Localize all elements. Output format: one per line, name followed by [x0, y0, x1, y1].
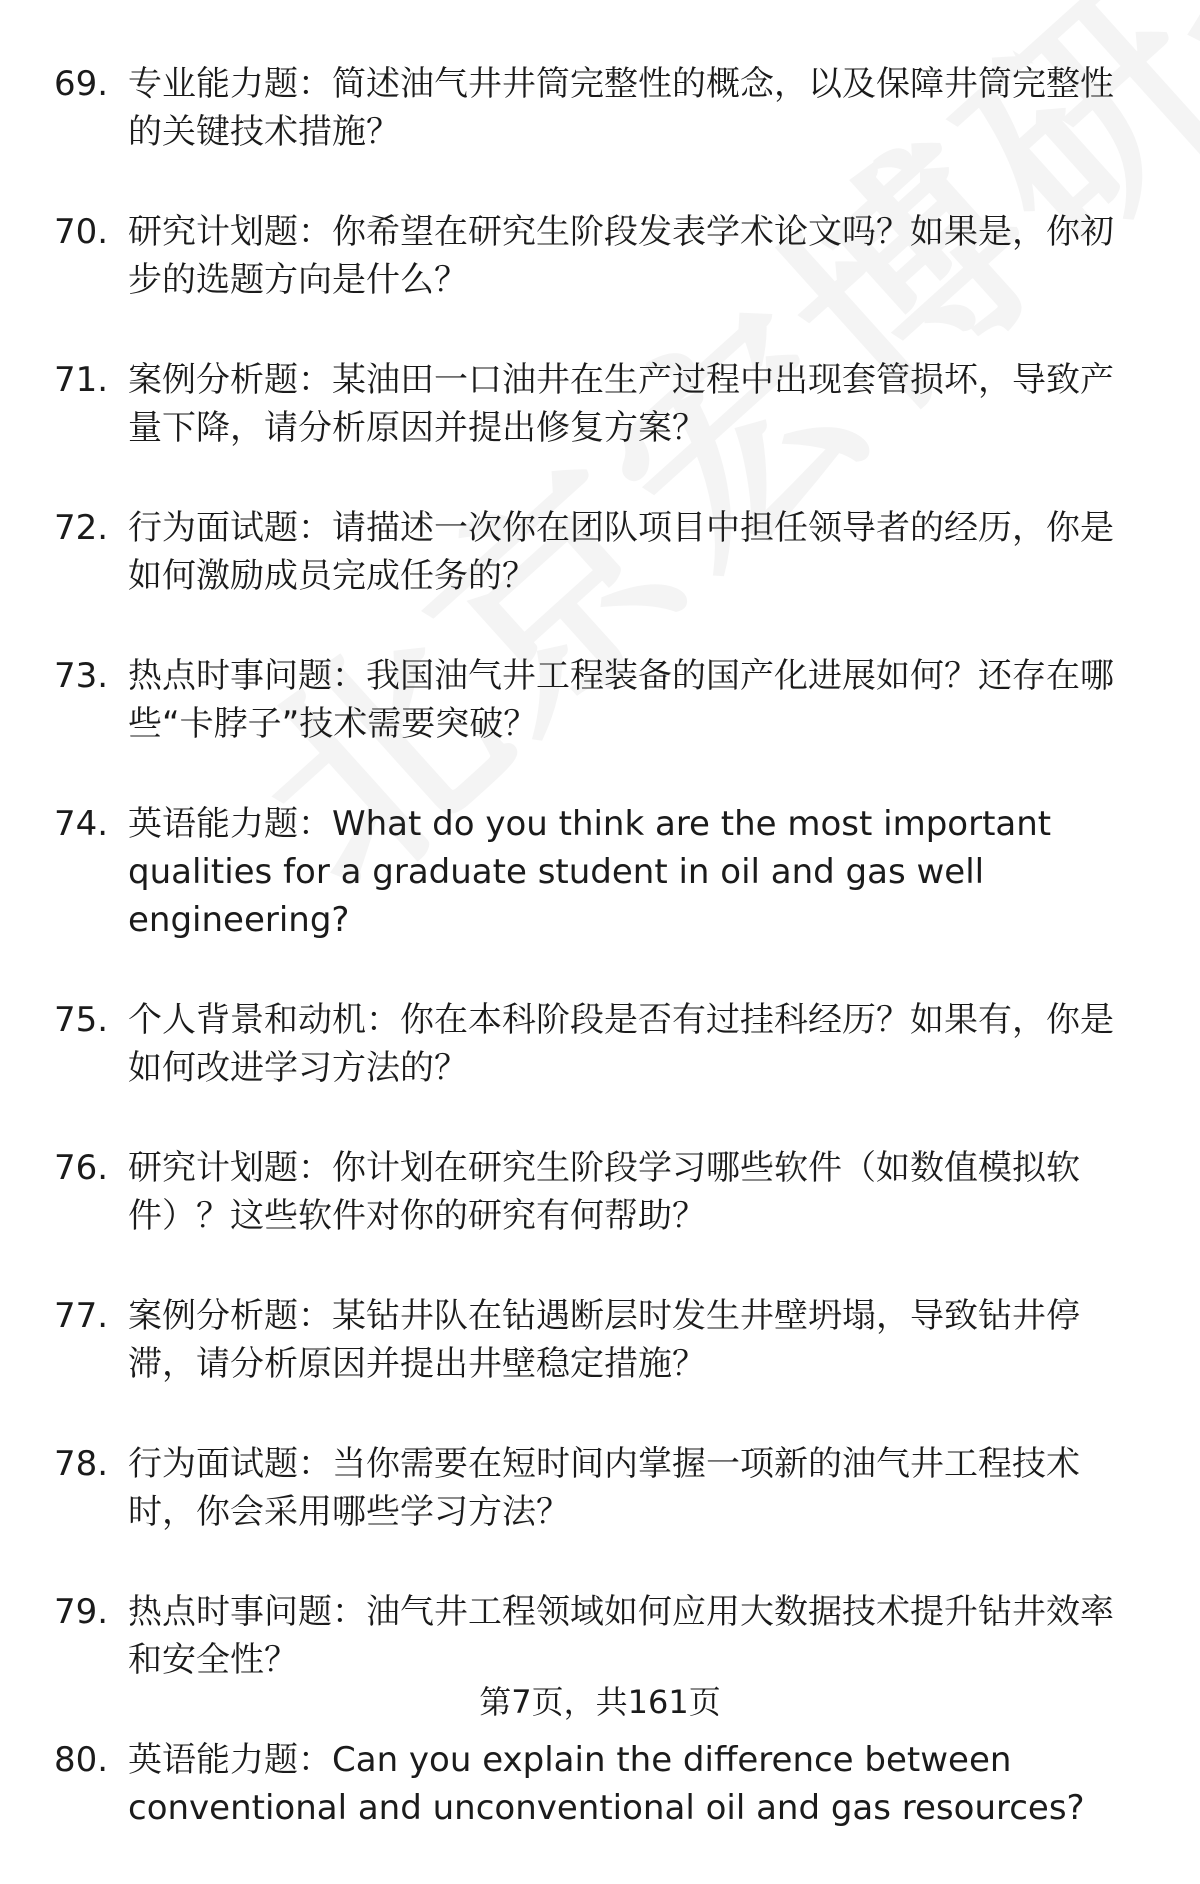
question-text: 英语能力题：What do you think are the most important qualities for a graduate student in oil and gas well engineering?	[128, 804, 1052, 940]
question-number: 73.	[54, 656, 109, 696]
question-number: 75.	[54, 1000, 109, 1040]
question-text: 研究计划题：你计划在研究生阶段学习哪些软件（如数值模拟软件）？这些软件对你的研究有何帮助？	[128, 1148, 1080, 1236]
question-text: 案例分析题：某油田一口油井在生产过程中出现套管损坏，导致产量下降，请分析原因并提出修复方案？	[128, 360, 1114, 448]
question-item	[0, 652, 1200, 748]
question-item	[0, 1440, 1200, 1536]
question-number: 69.	[54, 64, 109, 104]
question-number: 72.	[54, 508, 109, 548]
question-list	[0, 60, 1200, 1884]
question-text: 热点时事问题：我国油气井工程装备的国产化进展如何？还存在哪些“卡脖子”技术需要突破？	[128, 656, 1114, 744]
question-text: 行为面试题：请描述一次你在团队项目中担任领导者的经历，你是如何激励成员完成任务的？	[128, 508, 1114, 596]
question-number: 70.	[54, 212, 109, 252]
question-item	[0, 60, 1200, 156]
question-number: 77.	[54, 1296, 109, 1336]
question-item	[0, 356, 1200, 452]
question-text: 专业能力题：简述油气井井筒完整性的概念，以及保障井筒完整性的关键技术措施？	[128, 64, 1114, 152]
page-footer: 第7页，共161页	[479, 1683, 721, 1721]
question-text: 案例分析题：某钻井队在钻遇断层时发生井壁坍塌，导致钻井停滞，请分析原因并提出井壁稳定措施？	[128, 1296, 1080, 1384]
question-number: 78.	[54, 1444, 109, 1484]
question-text: 热点时事问题：油气井工程领域如何应用大数据技术提升钻井效率和安全性？	[128, 1592, 1114, 1680]
question-item	[0, 1292, 1200, 1388]
question-text: 个人背景和动机：你在本科阶段是否有过挂科经历？如果有，你是如何改进学习方法的？	[128, 1000, 1114, 1088]
question-number: 71.	[54, 360, 109, 400]
question-number: 80.	[54, 1740, 109, 1780]
question-item	[0, 1736, 1200, 1832]
question-item	[0, 996, 1200, 1092]
question-item	[0, 208, 1200, 304]
question-item	[0, 800, 1200, 944]
question-number: 76.	[54, 1148, 109, 1188]
question-number: 79.	[54, 1592, 109, 1632]
question-item	[0, 1144, 1200, 1240]
question-item	[0, 1588, 1200, 1684]
question-text: 行为面试题：当你需要在短时间内掌握一项新的油气井工程技术时，你会采用哪些学习方法？	[128, 1444, 1080, 1532]
question-text: 研究计划题：你希望在研究生阶段发表学术论文吗？如果是，你初步的选题方向是什么？	[128, 212, 1114, 300]
question-item	[0, 504, 1200, 600]
question-number: 74.	[54, 804, 109, 844]
question-text: 英语能力题：Can you explain the difference between conventional and unconventional oil and gas resources?	[128, 1740, 1085, 1828]
